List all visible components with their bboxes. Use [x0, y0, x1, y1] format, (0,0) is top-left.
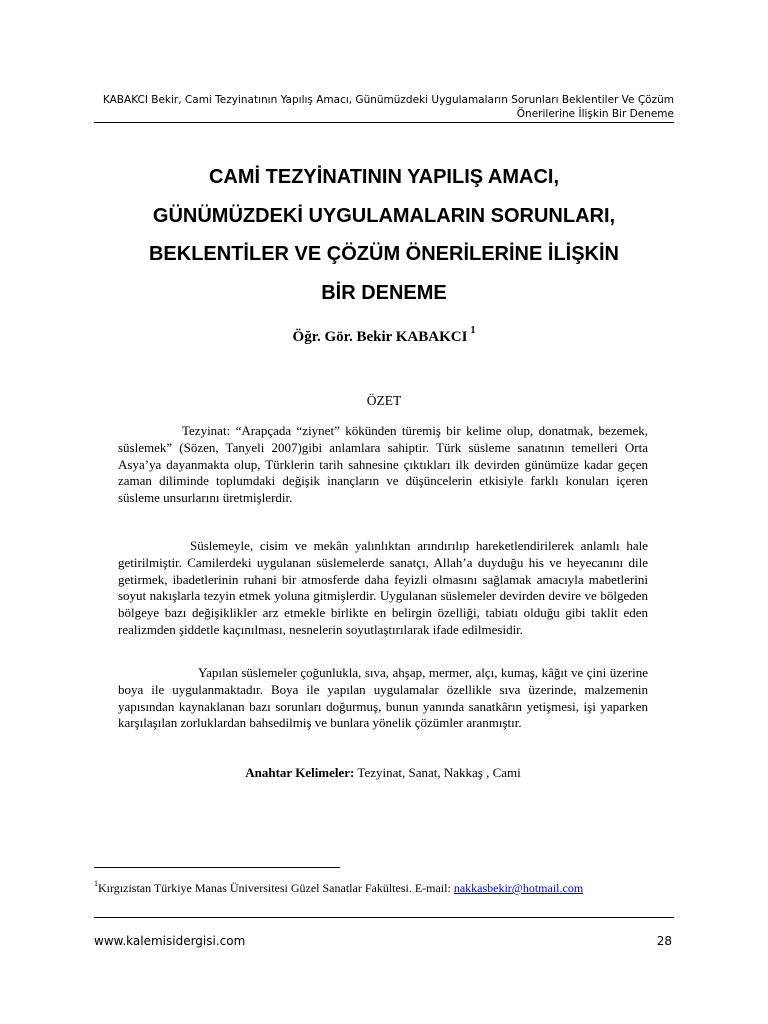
abstract-heading: ÖZET: [366, 393, 402, 408]
title-line-4: BİR DENEME: [321, 281, 447, 304]
title-line-3: BEKLENTİLER VE ÇÖZÜM ÖNERİLERİNE İLİŞKİN: [148, 243, 620, 265]
keywords-label: Anahtar Kelimeler:: [245, 765, 355, 780]
footer-website: www.kalemisidergisi.com: [94, 934, 246, 948]
footnote-mark: 1: [94, 879, 98, 888]
author-name: Öğr. Gör. Bekir KABAKCI: [292, 329, 468, 345]
abstract-paragraph-3-text: Yapılan süslemeler çoğunlukla, sıva, ahşap, mermer, alçı, kumaş, kâğıt ve çini üzerine boya ile uygulanmaktadır. Boya ile yapılan uygulamalar özellikle sıva üzerinde, malzemenin yapısından kaynaklanan bazı sorunları doğurmuş, bunun yanında sanatkârın yetişmesi, işi yaparken karşılaşılan zorluklardan bahsedilmiş ve bunlara yönelik çözümler aranmıştır.: [118, 665, 648, 731]
footer-divider: [94, 917, 674, 918]
keywords-line: [118, 764, 648, 782]
abstract-paragraph-2-text: Süslemeyle, cisim ve mekân yalınlıktan arındırılıp hareketlendirilerek anlamlı hale getirilmiştir. Camilerdeki uygulanan süslemelerde sanatçı, Allah’a duyduğu his ve heyecanını dile getirmek, ibadetlerinin ruhani bir atmosferde daha feyizli olmasını sağlamak amacıyla mabetlerini soyut nakışlarla tezyin etmek yoluna gitmişlerdir. Uygulanan süslemeler devirden devire ve bölgeden bölgeye bazı değişiklikler arz etmekle birlikte en belirgin özelliği, tabiatı olduğu gibi taklit eden realizmden şiddetle kaçınılması, nesnelerin soyutlaştırılarak ifade edilmesidir.: [118, 538, 648, 637]
abstract-paragraph-2: [118, 538, 648, 639]
paper-title: [94, 158, 674, 312]
header-divider: [94, 122, 674, 123]
page-number: 28: [656, 934, 672, 948]
footnote-email-link[interactable]: nakkasbekir@hotmail.com: [453, 881, 584, 895]
author-footnote-mark: 1: [470, 325, 476, 336]
footnote-text: Kırgızistan Türkiye Manas Üniversitesi Güzel Sanatlar Fakültesi. E-mail:: [98, 881, 454, 895]
title-line-2: GÜNÜMÜZDEKİ UYGULAMALARIN SORUNLARI,: [152, 204, 616, 227]
running-header-line2: Önerilerine İlişkin Bir Deneme: [516, 108, 674, 120]
footnote: [94, 877, 674, 896]
running-header-line1: KABAKCI Bekir, Cami Tezyinatının Yapılış Amacı, Günümüzdeki Uygulamaların Sorunları Beklentiler Ve Çözüm: [102, 94, 674, 106]
footnote-divider: [94, 867, 340, 868]
keywords-value: Tezyinat, Sanat, Nakkaş , Cami: [357, 765, 521, 780]
abstract-paragraph-1: [118, 423, 648, 507]
title-line-1: CAMİ TEZYİNATININ YAPILIŞ AMACI,: [208, 166, 560, 188]
abstract-paragraph-3: [118, 665, 648, 732]
author-line: [94, 323, 674, 347]
abstract-paragraph-1-text: Tezyinat: “Arapçada “ziynet” kökünden türemiş bir kelime olup, donatmak, bezemek, süslemek” (Sözen, Tanyeli 2007)gibi anlamlara sahiptir. Türk süsleme sanatının temelleri Orta Asya’ya dayanmakta olup, Türklerin tarih sahnesine çıktıkları ilk devirden günümüze kadar geçen zaman diliminde toplumdaki değişik inançların ve düşüncelerin etkisiyle farklı konuları içeren süsleme unsurlarını üretmişlerdir.: [118, 423, 648, 506]
running-header: [74, 93, 674, 121]
